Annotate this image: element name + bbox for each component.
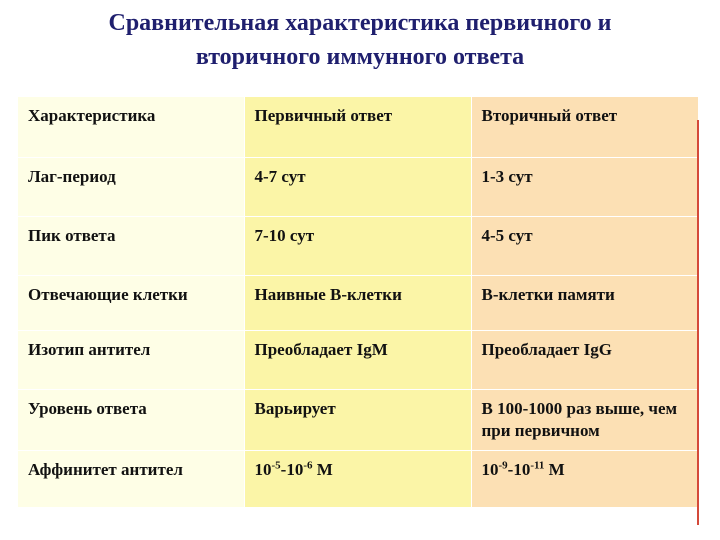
table-header-row [18, 97, 698, 158]
secondary-value [471, 451, 698, 508]
header-secondary: Вторичный ответ [471, 97, 698, 158]
row-label: Уровень ответа [18, 390, 244, 451]
row-label: Изотип антител [18, 331, 244, 390]
primary-affinity-exp-b: -6 [303, 459, 313, 472]
primary-value: Наивные В-клетки [244, 276, 471, 331]
secondary-affinity-exp-a: -9 [498, 459, 508, 472]
row-label: Пик ответа [18, 217, 244, 276]
header-characteristic: Характеристика [18, 97, 244, 158]
page-title [20, 6, 700, 74]
accent-edge-line [697, 120, 699, 525]
primary-affinity-exp-a: -5 [271, 459, 281, 472]
comparison-table [18, 97, 698, 506]
secondary-affinity-exp-b: -11 [530, 459, 545, 472]
primary-affinity-base-a: 10 [254, 460, 272, 479]
header-primary: Первичный ответ [244, 97, 471, 158]
primary-affinity-base-b: -10 [280, 460, 304, 479]
secondary-affinity-unit: M [544, 460, 565, 479]
primary-value: 4-7 сут [244, 158, 471, 217]
table-row [18, 390, 698, 451]
row-label: Аффинитет антител [18, 451, 244, 508]
secondary-value: Преобладает IgG [471, 331, 698, 390]
title-line-2: вторичного иммунного ответа [195, 44, 525, 70]
title-line-1: Сравнительная характеристика первичного и [108, 10, 612, 36]
table-row [18, 276, 698, 331]
primary-value: Преобладает IgM [244, 331, 471, 390]
secondary-value: В 100-1000 раз выше, чем при первичном [471, 390, 698, 451]
secondary-value: В-клетки памяти [471, 276, 698, 331]
table-row [18, 217, 698, 276]
primary-value: Варьирует [244, 390, 471, 451]
primary-value: 7-10 сут [244, 217, 471, 276]
secondary-affinity-base-b: -10 [507, 460, 531, 479]
secondary-value: 1-3 сут [471, 158, 698, 217]
secondary-affinity-base-a: 10 [481, 460, 499, 479]
table-row [18, 451, 698, 508]
table-row [18, 158, 698, 217]
row-label: Отвечающие клетки [18, 276, 244, 331]
primary-value [244, 451, 471, 508]
secondary-value: 4-5 сут [471, 217, 698, 276]
row-label: Лаг-период [18, 158, 244, 217]
primary-affinity-unit: M [312, 460, 333, 479]
table-row [18, 331, 698, 390]
